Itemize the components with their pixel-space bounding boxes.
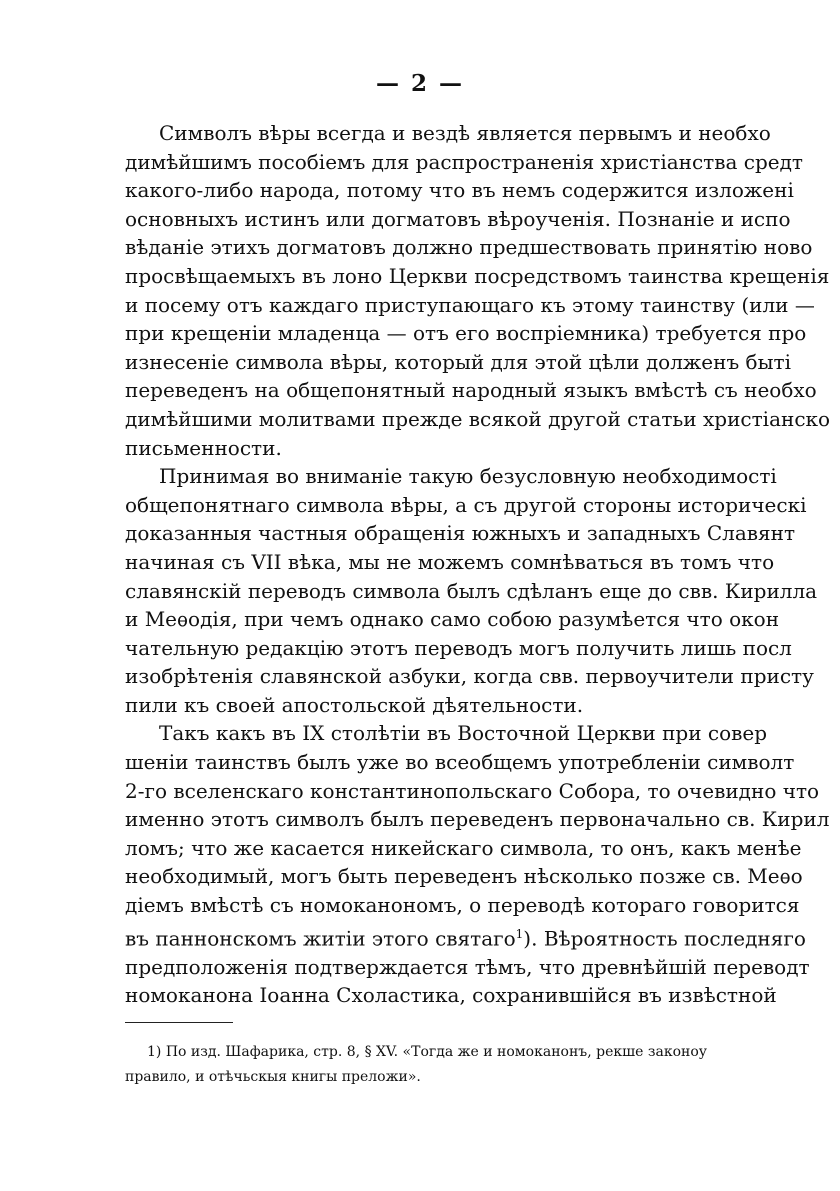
text-line: изобрѣтенія славянской азбуки, когда свв. первоучители присту [125, 664, 814, 689]
text-line: чательную редакцію этотъ переводъ могъ получить лишь посл [125, 635, 792, 660]
text-line: Такъ какъ въ IX столѣтіи въ Восточной Церкви при совер [159, 721, 768, 746]
text-line: изнесеніе символа вѣры, который для этой цѣли долженъ быті [125, 349, 791, 374]
paragraph-2 [125, 462, 818, 719]
footnote [125, 1040, 715, 1090]
text-line: письменности. [125, 435, 282, 460]
text-line: номоканона Іоанна Схоластика, сохранившійся въ извѣстной [125, 983, 777, 1008]
text-line: славянскій переводъ символа былъ сдѣланъ еще до свв. Кирилла [125, 578, 818, 603]
text-line: шеніи таинствъ былъ уже во всеобщемъ употребленіи символт [125, 750, 795, 775]
text-line: при крещеніи младенца — отъ его воспріемника) требуется про [125, 321, 807, 346]
footnote-line: правило, и отѣчьскыя книгы преложи». [125, 1069, 421, 1085]
text-line: Символъ вѣры всегда и вездѣ является первымъ и необхо [159, 121, 771, 145]
text-line: 2-го вселенскаго константинопольскаго Собора, то очевидно что [125, 778, 820, 803]
text-line: димѣйшимъ пособіемъ для распространенія христіанства средт [125, 149, 803, 174]
paragraph-3 [125, 719, 830, 1010]
text-line: пили къ своей апостольской дѣятельности. [125, 692, 584, 717]
text-line: основныхъ истинъ или догматовъ вѣроученія. Познаніе и испо [125, 206, 791, 231]
text-line: вѣданіе этихъ догматовъ должно предшествовать принятію ново [125, 235, 813, 260]
text-line: и посему отъ каждаго приступающаго къ этому таинству (или — [125, 292, 815, 317]
text-line-part: ). Вѣроятность последняго [523, 926, 806, 951]
footnote-ref: 1 [515, 926, 524, 941]
text-line: и Меѳодія, при чемъ однако само собою разумѣется что окон [125, 607, 780, 632]
text-line: доказанныя частныя обращенія южныхъ и западныхъ Славянт [125, 521, 796, 546]
text-line: необходимый, могъ быть переведенъ нѣсколько позже св. Меѳо [125, 864, 803, 889]
footnote-divider [125, 1022, 233, 1023]
text-line: какого-либо народа, потому что въ немъ содержится изложені [125, 178, 794, 203]
paragraph-1 [125, 119, 831, 462]
text-line: просвѣщаемыхъ въ лоно Церкви посредствомъ таинства крещенія [125, 263, 830, 288]
footnote-line: 1) По изд. Шафарика, стр. 8, § XV. «Тогда же и номоканонъ, рекше законоу [147, 1044, 708, 1060]
text-line: ломъ; что же касается никейскаго символа, то онъ, какъ менѣе [125, 835, 802, 860]
text-line: общепонятнаго символа вѣры, а съ другой стороны историческі [125, 492, 807, 517]
text-line: именно этотъ символъ былъ переведенъ первоначально св. Кирил [125, 807, 830, 832]
text-line: предположенія подтверждается тѣмъ, что древнѣйшій переводт [125, 954, 810, 979]
text-line: начиная съ VII вѣка, мы не можемъ сомнѣваться въ томъ что [125, 549, 775, 574]
text-line: Принимая во вниманіе такую безусловную необходимості [159, 464, 777, 489]
text-line [125, 920, 806, 953]
text-line: димѣйшими молитвами прежде всякой другой статьи христіанско [125, 406, 831, 431]
page-number: — 2 — [375, 70, 465, 97]
main-text [125, 119, 831, 1010]
text-line: діемъ вмѣстѣ съ номоканономъ, о переводѣ котораго говорится [125, 893, 800, 918]
text-line-part: въ паннонскомъ житіи этого святаго [125, 926, 516, 951]
text-line: переведенъ на общепонятный народный языкъ вмѣстѣ съ необхо [125, 378, 817, 403]
